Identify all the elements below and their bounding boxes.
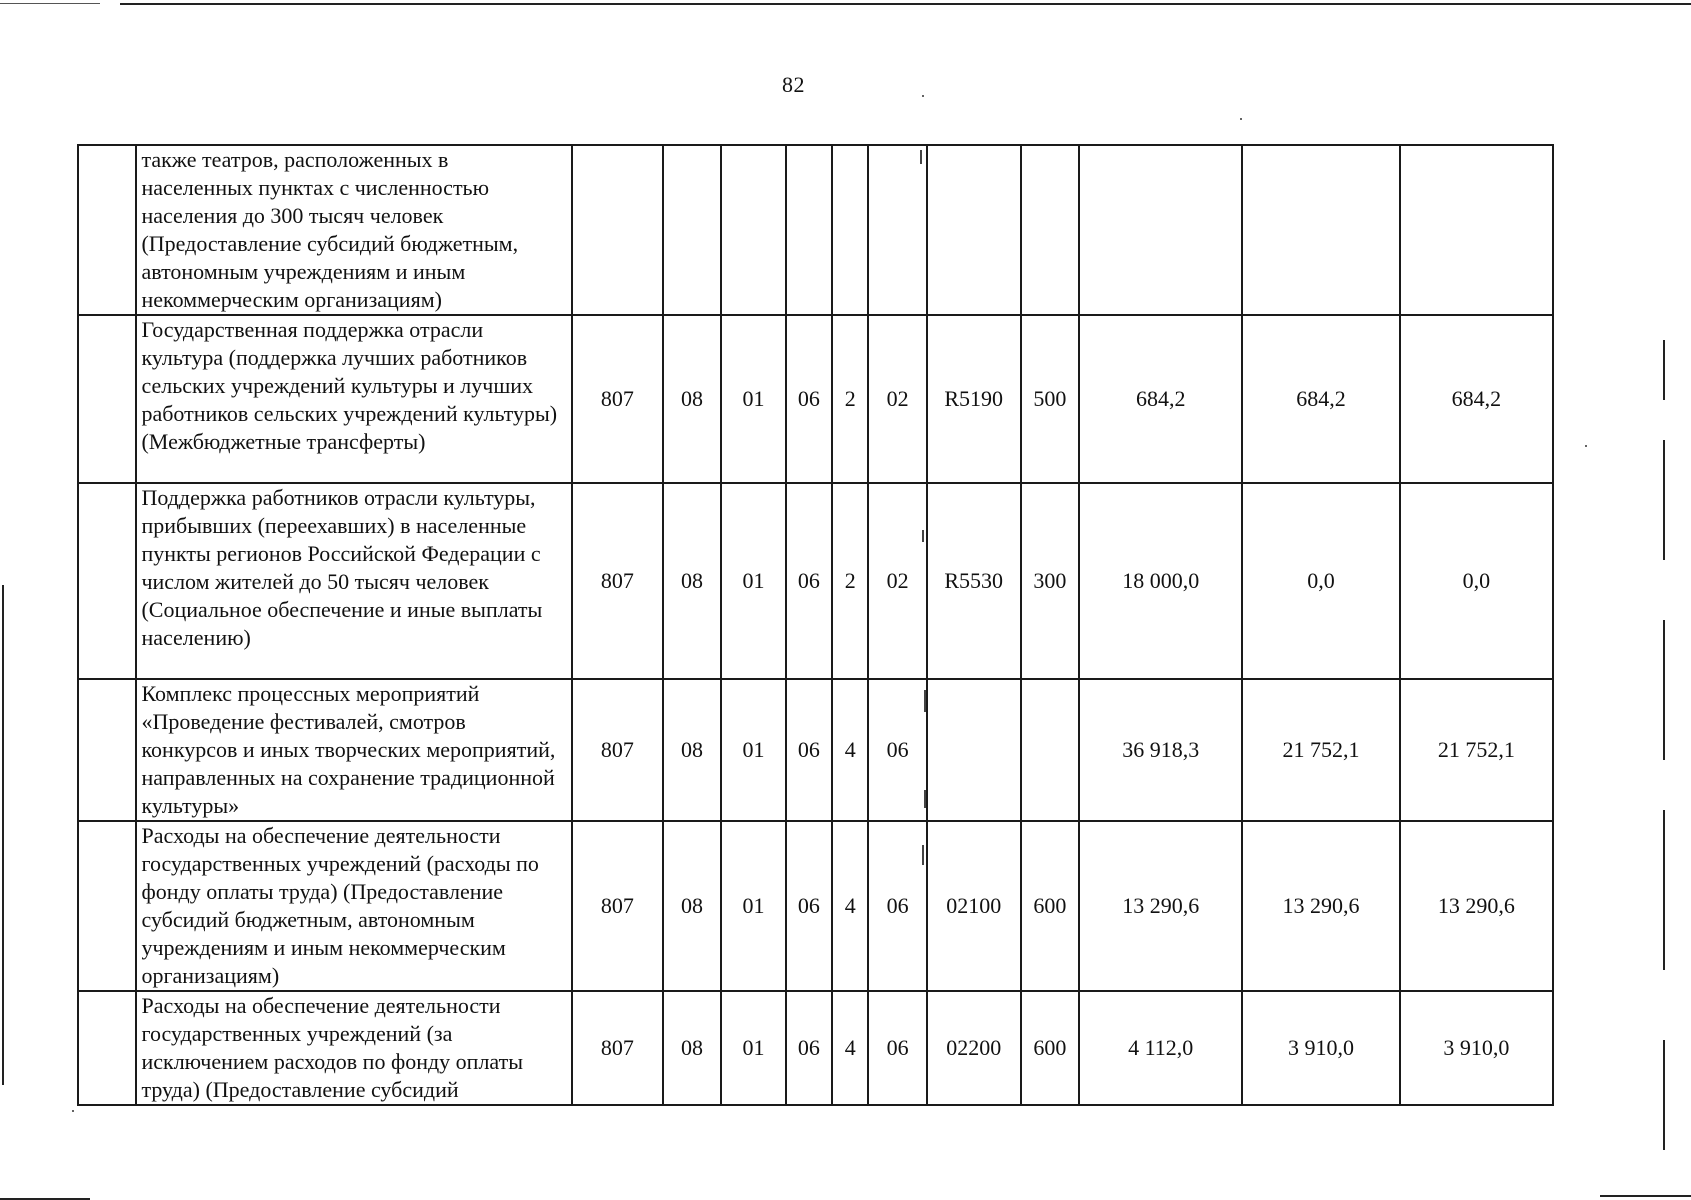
cell-event: 02 bbox=[868, 483, 926, 679]
cell-amount-2: 3 910,0 bbox=[1242, 991, 1399, 1105]
cell-amount-2 bbox=[1242, 145, 1399, 315]
cell-subsection: 01 bbox=[721, 991, 786, 1105]
cell-ministry: 807 bbox=[572, 679, 663, 821]
table-row bbox=[78, 483, 1553, 679]
table-row bbox=[78, 679, 1553, 821]
row-description: Расходы на обеспечение деятельности государственных учреждений (расходы по фонду оплаты труда) (Предоставление субсидий бюджетным, автономным учреждениям и иным некоммерческим организациям) bbox=[136, 821, 572, 991]
cell-amount-1: 684,2 bbox=[1079, 315, 1242, 483]
cell-direction: 02200 bbox=[927, 991, 1021, 1105]
scan-edge-right-3 bbox=[1663, 620, 1665, 760]
cell-event: 06 bbox=[868, 991, 926, 1105]
cell-section bbox=[663, 145, 721, 315]
row-number-cell bbox=[78, 145, 136, 315]
cell-event: 06 bbox=[868, 821, 926, 991]
scan-speck bbox=[72, 1110, 74, 1112]
cell-ministry: 807 bbox=[572, 991, 663, 1105]
scan-speck bbox=[924, 790, 926, 808]
cell-amount-2: 684,2 bbox=[1242, 315, 1399, 483]
cell-amount-1: 4 112,0 bbox=[1079, 991, 1242, 1105]
cell-amount-1: 36 918,3 bbox=[1079, 679, 1242, 821]
row-number-cell bbox=[78, 991, 136, 1105]
cell-subprogram: 2 bbox=[832, 483, 868, 679]
cell-section: 08 bbox=[663, 315, 721, 483]
scan-edge-bottom-right bbox=[1600, 1195, 1691, 1197]
cell-subprogram: 4 bbox=[832, 679, 868, 821]
cell-program: 06 bbox=[786, 483, 832, 679]
row-description: Расходы на обеспечение деятельности государственных учреждений (за исключением расходов по фонду оплаты труда) (Предоставление субсидий bbox=[136, 991, 572, 1105]
cell-program bbox=[786, 145, 832, 315]
cell-amount-1: 13 290,6 bbox=[1079, 821, 1242, 991]
cell-subsection bbox=[721, 145, 786, 315]
cell-ministry: 807 bbox=[572, 483, 663, 679]
cell-expense-type bbox=[1021, 679, 1079, 821]
table-row bbox=[78, 821, 1553, 991]
scan-edge-top bbox=[120, 3, 1691, 5]
row-number-cell bbox=[78, 821, 136, 991]
scan-speck bbox=[922, 530, 924, 542]
scan-edge-right-2 bbox=[1663, 440, 1665, 560]
cell-expense-type: 300 bbox=[1021, 483, 1079, 679]
cell-ministry bbox=[572, 145, 663, 315]
cell-amount-3: 13 290,6 bbox=[1400, 821, 1553, 991]
row-description: Государственная поддержка отрасли культура (поддержка лучших работников сельских учреждений культуры и лучших работников сельских учреждений культуры) (Межбюджетные трансферты) bbox=[136, 315, 572, 483]
scan-speck bbox=[922, 95, 924, 97]
cell-subprogram: 2 bbox=[832, 315, 868, 483]
cell-amount-3: 0,0 bbox=[1400, 483, 1553, 679]
cell-direction bbox=[927, 145, 1021, 315]
cell-section: 08 bbox=[663, 679, 721, 821]
cell-expense-type: 600 bbox=[1021, 991, 1079, 1105]
table-row bbox=[78, 315, 1553, 483]
budget-table bbox=[77, 144, 1554, 1106]
cell-event: 02 bbox=[868, 315, 926, 483]
scan-edge-right-5 bbox=[1663, 1040, 1665, 1150]
cell-amount-1: 18 000,0 bbox=[1079, 483, 1242, 679]
scan-edge-right-1 bbox=[1663, 340, 1665, 400]
cell-amount-3: 21 752,1 bbox=[1400, 679, 1553, 821]
cell-subprogram bbox=[832, 145, 868, 315]
page-number: 82 bbox=[782, 72, 805, 97]
cell-subsection: 01 bbox=[721, 679, 786, 821]
cell-event bbox=[868, 145, 926, 315]
cell-amount-2: 0,0 bbox=[1242, 483, 1399, 679]
scan-edge-left bbox=[2, 585, 4, 1085]
cell-event: 06 bbox=[868, 679, 926, 821]
cell-expense-type: 500 bbox=[1021, 315, 1079, 483]
cell-expense-type: 600 bbox=[1021, 821, 1079, 991]
cell-program: 06 bbox=[786, 315, 832, 483]
cell-subsection: 01 bbox=[721, 483, 786, 679]
cell-section: 08 bbox=[663, 821, 721, 991]
scan-speck bbox=[920, 150, 922, 164]
cell-amount-3 bbox=[1400, 145, 1553, 315]
cell-amount-3: 3 910,0 bbox=[1400, 991, 1553, 1105]
row-description: также театров, расположенных в населенных пунктах с численностью населения до 300 тысяч человек (Предоставление субсидий бюджетным, автономным учреждениям и иным некоммерческим организациям) bbox=[136, 145, 572, 315]
table-row bbox=[78, 991, 1553, 1105]
row-description: Комплекс процессных мероприятий «Проведение фестивалей, смотров конкурсов и иных творческих мероприятий, направленных на сохранение традиционной культуры» bbox=[136, 679, 572, 821]
cell-section: 08 bbox=[663, 991, 721, 1105]
cell-subsection: 01 bbox=[721, 821, 786, 991]
cell-program: 06 bbox=[786, 991, 832, 1105]
cell-program: 06 bbox=[786, 821, 832, 991]
row-number-cell bbox=[78, 483, 136, 679]
cell-subprogram: 4 bbox=[832, 991, 868, 1105]
cell-subprogram: 4 bbox=[832, 821, 868, 991]
cell-amount-2: 21 752,1 bbox=[1242, 679, 1399, 821]
scan-edge-top-left bbox=[0, 3, 100, 4]
table-row bbox=[78, 145, 1553, 315]
cell-amount-3: 684,2 bbox=[1400, 315, 1553, 483]
cell-expense-type bbox=[1021, 145, 1079, 315]
scan-speck bbox=[1585, 445, 1587, 447]
cell-ministry: 807 bbox=[572, 821, 663, 991]
row-description: Поддержка работников отрасли культуры, прибывших (переехавших) в населенные пункты регионов Российской Федерации с числом жителей до 50 тысяч человек (Социальное обеспечение и иные выплаты населению) bbox=[136, 483, 572, 679]
scan-edge-right-4 bbox=[1663, 810, 1665, 970]
cell-program: 06 bbox=[786, 679, 832, 821]
cell-section: 08 bbox=[663, 483, 721, 679]
cell-direction: R5530 bbox=[927, 483, 1021, 679]
scan-speck bbox=[1240, 118, 1242, 120]
cell-ministry: 807 bbox=[572, 315, 663, 483]
cell-direction: R5190 bbox=[927, 315, 1021, 483]
cell-amount-1 bbox=[1079, 145, 1242, 315]
cell-subsection: 01 bbox=[721, 315, 786, 483]
scan-speck bbox=[922, 845, 924, 865]
scan-speck bbox=[924, 690, 926, 712]
cell-direction: 02100 bbox=[927, 821, 1021, 991]
cell-direction bbox=[927, 679, 1021, 821]
row-number-cell bbox=[78, 679, 136, 821]
row-number-cell bbox=[78, 315, 136, 483]
cell-amount-2: 13 290,6 bbox=[1242, 821, 1399, 991]
